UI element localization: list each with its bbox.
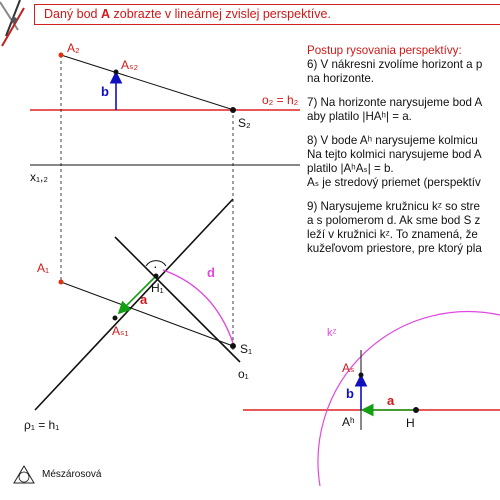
label-a-left: a <box>140 292 148 307</box>
label-as1: Aₛ₁ <box>112 324 129 338</box>
point-a2 <box>59 53 64 58</box>
right-angle-dot: · <box>153 258 158 274</box>
triangle-knot-icon <box>14 466 34 483</box>
step-6-line-1: 6) V nákresni zvolíme horizont a p <box>307 58 483 71</box>
step-8-line-1: 8) V bode Aʰ narysujeme kolmicu <box>307 134 478 147</box>
step-9-line-1: 9) Narysujeme kružnicu kᶻ so stre <box>307 200 480 213</box>
point-s1 <box>230 343 236 349</box>
step-8-line-4: Aₛ je stredový priemet (perspektív <box>307 176 481 189</box>
point-h1 <box>154 274 159 279</box>
label-a1: A₁ <box>37 261 50 275</box>
point-as <box>359 373 364 378</box>
label-rho1-h1: ρ₁ = h₁ <box>24 418 60 432</box>
line-rho1-h1 <box>35 199 233 410</box>
step-9-line-4: kužeľovom priestore, pre ktorý pla <box>307 242 482 255</box>
step-8-line-3: platilo |AʰAₛ| = b. <box>307 162 394 175</box>
point-a1 <box>59 280 64 285</box>
label-b-top: b <box>101 84 109 99</box>
label-as2: Aₛ₂ <box>121 58 139 72</box>
label-d: d <box>207 265 215 280</box>
label-a2: A₂ <box>67 41 80 55</box>
point-s2 <box>230 107 236 113</box>
label-x12: x₁,₂ <box>30 170 49 184</box>
label-kz: kᶻ <box>327 327 337 339</box>
label-o2-h2: o₂ = h₂ <box>262 93 299 107</box>
point-h <box>413 407 419 413</box>
step-7-line-1: 7) Na horizonte narysujeme bod A <box>307 96 483 109</box>
label-ah: Aʰ <box>342 415 355 429</box>
author-name: Mészárosová <box>42 469 102 480</box>
steps-panel <box>307 44 500 256</box>
line-o1 <box>115 237 240 362</box>
projection-line-a2-top <box>61 55 234 110</box>
label-as: Aₛ <box>342 361 355 375</box>
label-a-right: a <box>387 393 395 408</box>
distance-arc-d <box>163 270 233 343</box>
label-s2: S₂ <box>238 116 251 130</box>
page-title: Daný bod A zobrazte v lineárnej zvislej perspektíve. <box>44 7 331 21</box>
label-b-right: b <box>346 386 354 401</box>
step-9-line-2: a s polomerom d. Ak sme bod S z <box>307 214 481 227</box>
point-as2 <box>114 70 119 75</box>
label-s1: S₁ <box>240 342 253 356</box>
label-h: H <box>406 416 415 430</box>
label-o1: o₁ <box>238 367 249 381</box>
step-8-line-2: Na tejto kolmici narysujeme bod A <box>307 148 482 161</box>
label-h1: H₁ <box>151 281 164 295</box>
step-6-line-2: na horizonte. <box>307 72 375 85</box>
step-9-line-3: leží v kružnici kᶻ. To znamená, že <box>307 228 478 241</box>
compass-drafting-icon <box>0 0 24 46</box>
steps-heading: Postup rysovania perspektívy: <box>307 44 462 57</box>
point-as1 <box>113 316 118 321</box>
step-7-line-2: aby platilo |HAʰ| = a. <box>307 110 412 123</box>
